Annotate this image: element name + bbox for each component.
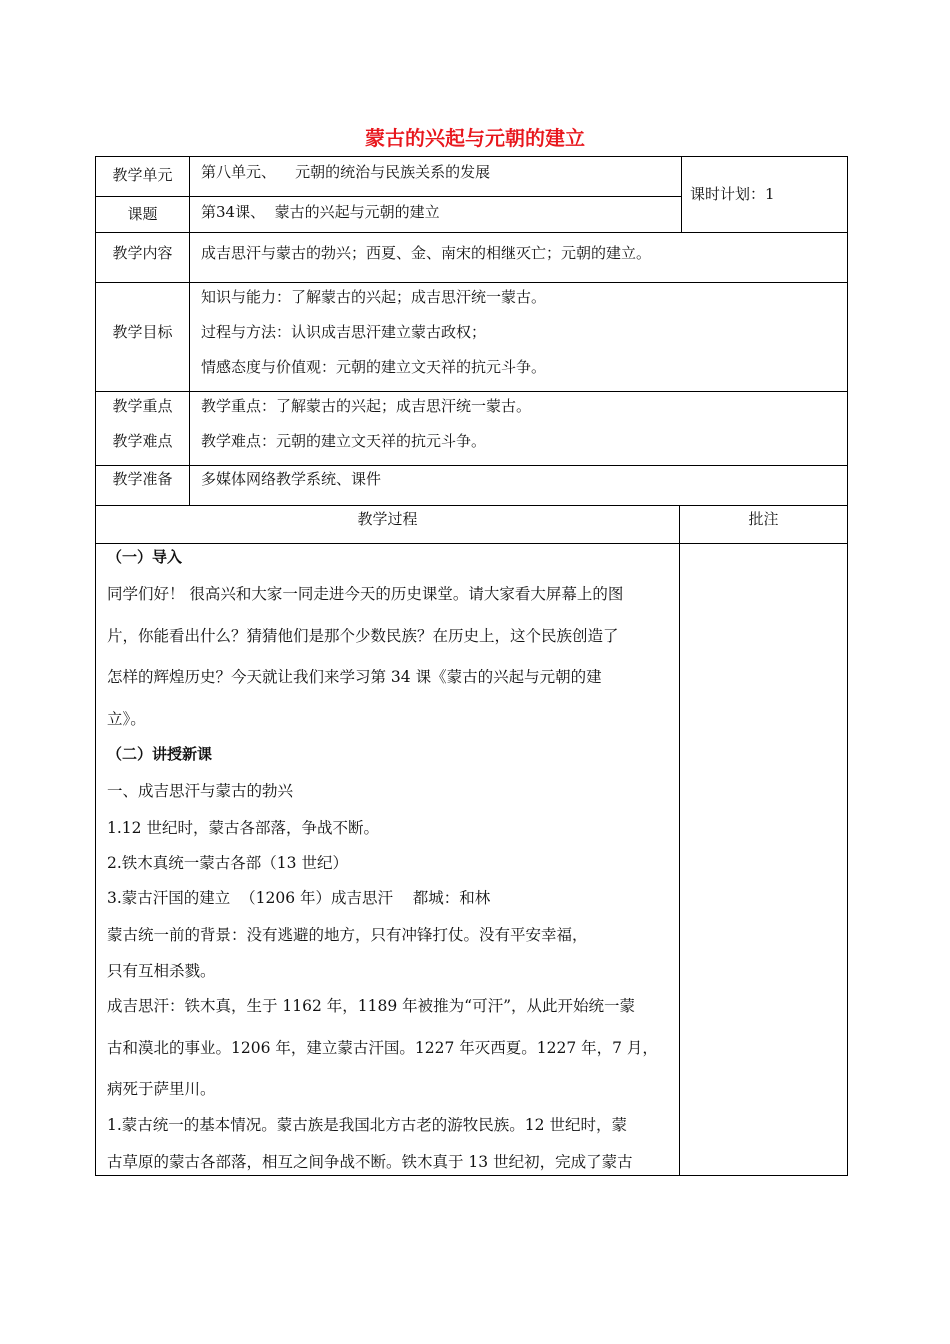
lesson-line: 蒙古统一前的背景：没有逃避的地方，只有冲锋打仗。没有平安幸福， — [107, 926, 588, 944]
lesson-line: 只有互相杀戮。 — [107, 962, 216, 980]
prep-label: 教学准备 — [112, 470, 173, 488]
lesson-line: 1.12 世纪时，蒙古各部落，争战不断。 — [107, 819, 379, 837]
goal-item: 过程与方法：认识成吉思汗建立蒙古政权； — [201, 323, 487, 341]
key-point-value: 教学重点：了解蒙古的兴起；成吉思汗统一蒙古。 — [201, 397, 532, 415]
difficulty-value: 教学难点：元朝的建立文天祥的抗元斗争。 — [201, 432, 487, 450]
page-title: 蒙古的兴起与元朝的建立 — [365, 126, 585, 150]
content-label: 教学内容 — [112, 244, 173, 262]
process-header: 教学过程 — [357, 510, 418, 528]
table-rule — [95, 232, 848, 233]
basic-line: 古草原的蒙古各部落，相互之间争战不断。铁木真于 13 世纪初，完成了蒙古 — [107, 1153, 633, 1171]
goal-item: 情感态度与价值观：元朝的建立文天祥的抗元斗争。 — [201, 358, 547, 376]
unit-value: 第八单元、 元朝的统治与民族关系的发展 — [201, 163, 491, 181]
table-border-bottom — [95, 1175, 848, 1176]
lesson-line: 3.蒙古汗国的建立 （1206 年）成吉思汗 都城：和林 — [107, 889, 491, 907]
lesson-line: 一、成吉思汗与蒙古的勃兴 — [107, 782, 294, 800]
section-intro-heading: （一）导入 — [107, 548, 183, 566]
genghis-line: 病死于萨里川。 — [107, 1080, 216, 1098]
table-border-right — [847, 156, 848, 1176]
genghis-line: 古和漠北的事业。1206 年，建立蒙古汗国。1227 年灭西夏。1227 年，7 月， — [107, 1039, 658, 1057]
lesson-value: 第34课、 蒙古的兴起与元朝的建立 — [201, 203, 440, 221]
table-rule — [681, 156, 682, 232]
goal-item: 知识与能力：了解蒙古的兴起；成吉思汗统一蒙古。 — [201, 288, 547, 306]
table-rule — [95, 543, 848, 544]
lesson-line: 2.铁木真统一蒙古各部（13 世纪） — [107, 854, 348, 872]
prep-value: 多媒体网络教学系统、课件 — [201, 470, 382, 488]
table-rule — [95, 282, 848, 283]
key-point-label: 教学重点 — [112, 397, 173, 415]
lesson-plan: 课时计划：1 — [690, 185, 775, 203]
table-border-left — [95, 156, 96, 1176]
lesson-label: 课题 — [127, 205, 158, 223]
notes-header: 批注 — [748, 510, 779, 528]
intro-line: 怎样的辉煌历史？今天就让我们来学习第 34 课《蒙古的兴起与元朝的建 — [107, 668, 602, 686]
table-border-top — [95, 156, 848, 157]
table-rule — [95, 391, 848, 392]
genghis-line: 成吉思汗：铁木真，生于 1162 年，1189 年被推为“可汗”，从此开始统一蒙 — [107, 997, 636, 1015]
table-rule — [95, 465, 848, 466]
difficulty-label: 教学难点 — [112, 432, 173, 450]
table-rule — [189, 156, 190, 505]
basic-line: 1.蒙古统一的基本情况。蒙古族是我国北方古老的游牧民族。12 世纪时，蒙 — [107, 1116, 627, 1134]
intro-line: 同学们好！ 很高兴和大家一同走进今天的历史课堂。请大家看大屏幕上的图 — [107, 585, 624, 603]
content-value: 成吉思汗与蒙古的勃兴；西夏、金、南宋的相继灭亡；元朝的建立。 — [201, 244, 652, 262]
table-rule — [679, 505, 680, 1176]
intro-line: 立》。 — [107, 710, 146, 728]
table-rule — [95, 196, 681, 197]
goal-label: 教学目标 — [112, 323, 173, 341]
unit-label: 教学单元 — [112, 166, 173, 184]
table-rule — [95, 505, 848, 506]
section-new-lesson-heading: （二）讲授新课 — [107, 745, 213, 763]
intro-line: 片，你能看出什么？猜猜他们是那个少数民族？在历史上，这个民族创造了 — [107, 627, 619, 645]
